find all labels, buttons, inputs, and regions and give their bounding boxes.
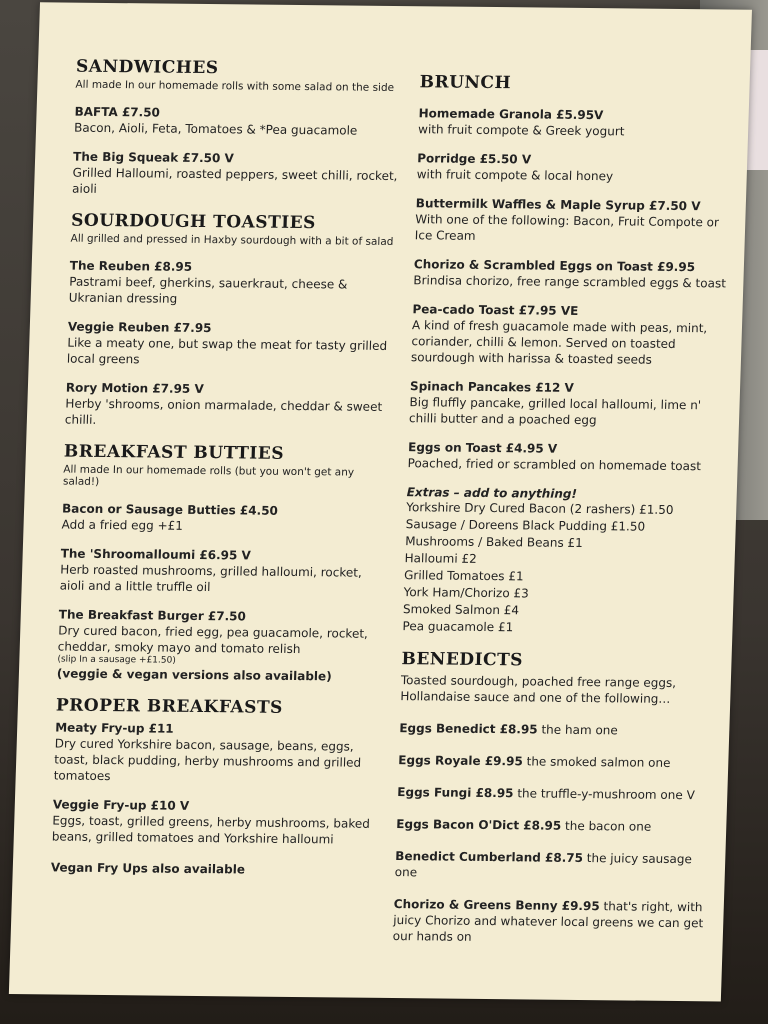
item-desc: the truffle-y-mushroom one V: [513, 786, 696, 803]
item-title: The Breakfast Burger £7.50: [58, 607, 247, 624]
item-title: Eggs on Toast £4.95 V: [407, 440, 558, 456]
item-title: Eggs Benedict £8.95: [399, 721, 538, 737]
item-title: Veggie Fry-up £10 V: [52, 797, 190, 813]
extra-item: Grilled Tomatoes £1: [403, 568, 524, 584]
menu-item: [65, 380, 396, 431]
menu-item: [397, 784, 719, 803]
menu-sheet: [9, 2, 752, 1001]
item-title: Rory Motion £7.95 V: [65, 380, 204, 397]
item-title: Homemade Granola £5.95V: [418, 106, 604, 123]
menu-item: [409, 378, 732, 429]
item-desc: with fruit compote & Greek yogurt: [417, 122, 625, 139]
item-title: The Reuben £8.95: [69, 258, 193, 274]
section-benedicts: [393, 649, 724, 947]
item-desc: Eggs, toast, grilled greens, herby mushrooms, baked beans, grilled tomatoes and Yorkshire halloumi: [51, 813, 371, 847]
menu-item: [399, 720, 721, 739]
menu-item: [393, 896, 716, 947]
item-desc: Big fluffly pancake, grilled local halloumi, lime n' chilli butter and a poached egg: [408, 395, 702, 428]
item-desc: Dry cured Yorkshire bacon, sausage, beans, eggs, toast, black pudding, herby mushrooms and grilled tomatoes: [53, 736, 362, 784]
extra-item: Smoked Salmon £4: [402, 602, 520, 618]
item-title: Benedict Cumberland £8.75: [395, 849, 584, 866]
menu-item: [407, 439, 730, 474]
item-desc: Grilled Halloumi, roasted peppers, sweet chilli, rocket, aioli: [71, 165, 398, 196]
section-heading: PROPER BREAKFASTS: [55, 695, 284, 718]
item-desc: the smoked salmon one: [522, 754, 671, 770]
menu-item: [395, 848, 718, 883]
item-title: The 'Shroomalloumi £6.95 V: [60, 546, 252, 563]
item-desc: A kind of fresh guacamole made with peas, mint, coriander, chilli & lemon. Served on toasted sourdough with harissa & toasted seeds: [410, 318, 708, 367]
item-title: Pea-cado Toast £7.95 VE: [412, 302, 579, 318]
section-extras: [402, 485, 729, 638]
item-title: Veggie Reuben £7.95: [67, 319, 212, 336]
extra-item: Mushrooms / Baked Beans £1: [404, 534, 584, 550]
section-toasties: [65, 211, 402, 431]
menu-item: [411, 301, 735, 368]
vegan-fry-note: Vegan Fry Ups also available: [50, 860, 246, 877]
menu-item: [398, 752, 720, 771]
extra-item: Yorkshire Dry Cured Bacon (2 rashers) £1.50: [406, 500, 674, 517]
item-title: Spinach Pancakes £12 V: [409, 379, 575, 395]
menu-item: [67, 319, 398, 370]
section-heading: BENEDICTS: [401, 649, 524, 671]
section-heading: BREAKFAST BUTTIES: [63, 441, 285, 464]
section-subtitle: All made In our homemade rolls with some salad on the side: [75, 78, 395, 94]
item-desc: Pastrami beef, gherkins, sauerkraut, cheese & Ukranian dressing: [68, 274, 348, 306]
item-desc: Herby 'shrooms, onion marmalade, cheddar & sweet chilli.: [64, 396, 383, 427]
extra-item: Pea guacamole £1: [402, 619, 514, 635]
item-title: Meaty Fry-up £11: [55, 720, 174, 736]
item-desc: that's right, with juicy Chorizo and whatever local greens we can get our hands on: [392, 899, 704, 944]
item-desc: Herb roasted mushrooms, grilled halloumi, rocket, aioli and a little truffle oil: [59, 562, 363, 595]
menu-item: [52, 796, 383, 847]
item-title: Eggs Fungi £8.95: [397, 785, 514, 801]
section-subtitle: All grilled and pressed in Haxby sourdough with a bit of salad: [70, 232, 394, 248]
section-brunch: [407, 72, 742, 474]
item-desc: the bacon one: [561, 818, 652, 834]
item-title: BAFTA £7.50: [74, 104, 161, 120]
item-title: Bacon or Sausage Butties £4.50: [61, 501, 279, 518]
vegan-note: (veggie & vegan versions also available): [56, 666, 332, 684]
item-title: Eggs Bacon O'Dict £8.95: [396, 817, 562, 833]
menu-item: [59, 546, 390, 597]
item-title: Chorizo & Scrambled Eggs on Toast £9.95: [413, 257, 696, 275]
item-title: Porridge £5.50 V: [417, 151, 532, 167]
menu-item: [53, 719, 385, 786]
section-butties: [57, 442, 395, 685]
menu-item: [61, 501, 392, 536]
extra-item: York Ham/Chorizo £3: [403, 585, 530, 601]
menu-item: [415, 195, 738, 246]
item-desc: the juicy sausage one: [394, 851, 693, 880]
item-desc: Add a fried egg +£1: [61, 517, 184, 533]
item-desc: the ham one: [537, 722, 619, 738]
extra-item: Halloumi £2: [404, 551, 477, 566]
extra-item: Sausage / Doreens Black Pudding £1.50: [405, 517, 646, 534]
menu-item: [72, 149, 403, 200]
item-title: Chorizo & Greens Benny £9.95: [393, 897, 600, 914]
menu-item: [418, 105, 741, 140]
item-desc: Bacon, Aioli, Feta, Tomatoes & *Pea guacamole: [73, 120, 358, 138]
menu-item: [413, 256, 736, 291]
item-desc: Brindisa chorizo, free range scrambled eggs & toast: [413, 273, 727, 291]
item-desc: Like a meaty one, but swap the meat for tasty grilled local greens: [66, 335, 388, 367]
section-subtitle: Toasted sourdough, poached free range eggs, Hollandaise sauce and one of the following…: [400, 673, 677, 706]
item-desc: Poached, fried or scrambled on homemade toast: [407, 456, 702, 474]
menu-item: [74, 104, 405, 139]
section-proper-breakfasts: [51, 695, 387, 877]
item-desc: With one of the following: Bacon, Fruit Compote or Ice Cream: [414, 212, 720, 243]
menu-item: [68, 258, 399, 309]
menu-item: [396, 816, 718, 835]
section-heading: SOURDOUGH TOASTIES: [70, 210, 317, 234]
section-heading: SANDWICHES: [75, 56, 219, 79]
item-note: (slip In a sausage +£1.50): [57, 654, 176, 666]
menu-item: [57, 607, 389, 685]
section-subtitle: All made In our homemade rolls (but you won't get any salad!): [62, 463, 355, 488]
left-column: [51, 57, 407, 878]
extras-heading: Extras – add to anything!: [406, 485, 578, 501]
item-title: The Big Squeak £7.50 V: [72, 149, 235, 166]
item-desc: with fruit compote & local honey: [416, 167, 614, 184]
item-desc: Dry cured bacon, fried egg, pea guacamole, rocket, cheddar, smoky mayo and tomato relish: [57, 623, 369, 657]
menu-item: [416, 150, 739, 185]
section-sandwiches: [72, 57, 406, 200]
section-heading: BRUNCH: [419, 72, 512, 94]
item-title: Buttermilk Waffles & Maple Syrup £7.50 V: [415, 196, 701, 214]
right-column: [393, 72, 742, 947]
item-title: Eggs Royale £9.95: [398, 753, 524, 769]
